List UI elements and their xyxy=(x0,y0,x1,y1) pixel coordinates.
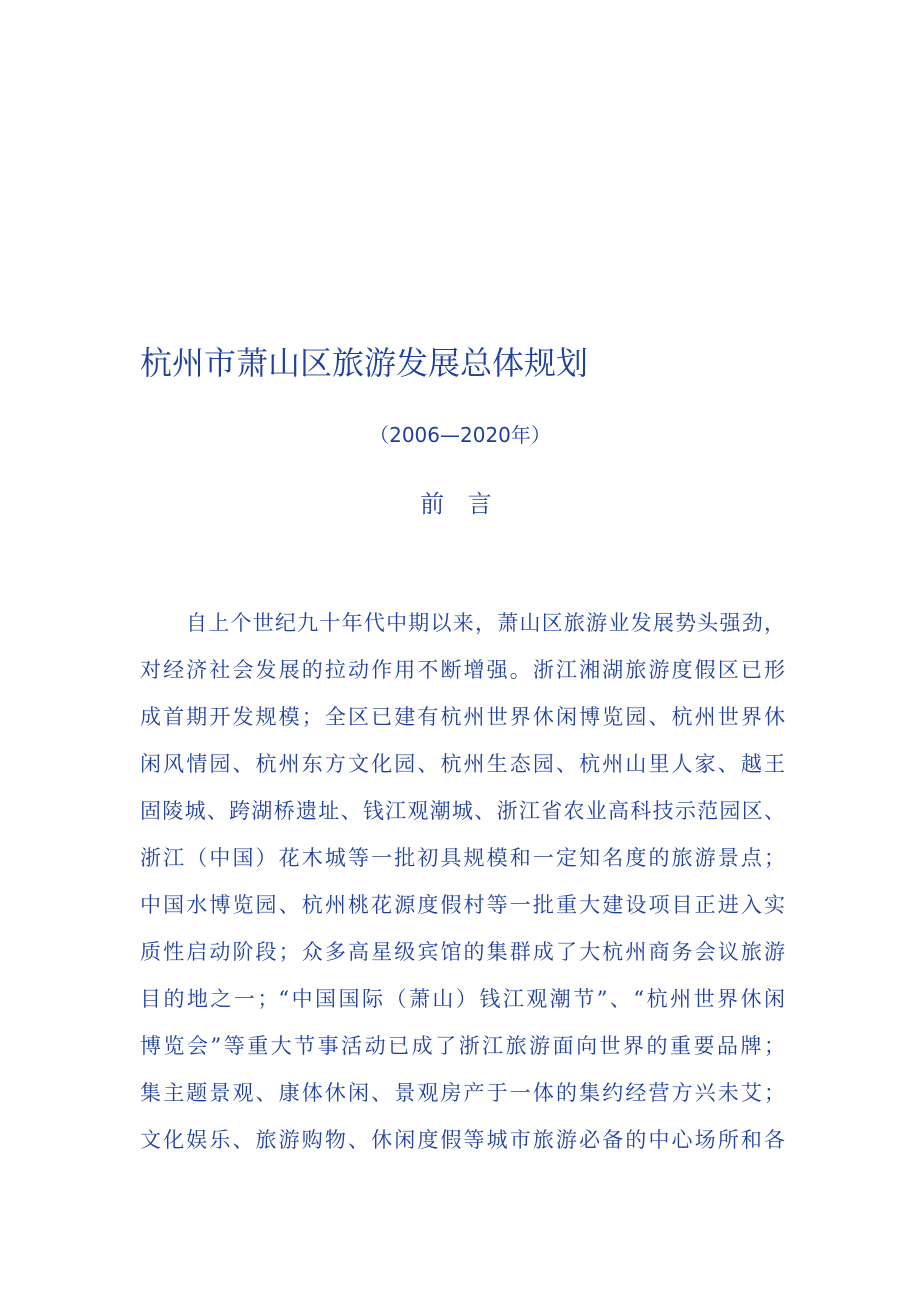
paragraph-line: 浙江（中国）花木城等一批初具规模和一定知名度的旅游景点； xyxy=(140,846,785,870)
paragraph-line: 目的地之一；“中国国际（萧山）钱江观潮节”、“杭州世界休闲 xyxy=(140,987,785,1011)
paragraph-line: 博览会”等重大节事活动已成了浙江旅游面向世界的重要品牌； xyxy=(140,1034,785,1058)
paragraph-line: 对经济社会发展的拉动作用不断增强。浙江湘湖旅游度假区已形 xyxy=(140,658,785,682)
paragraph-line: 中国水博览园、杭州桃花源度假村等一批重大建设项目正进入实 xyxy=(140,893,785,917)
section-heading: 前 言 xyxy=(420,490,500,518)
paragraph-line: 固陵城、跨湖桥遗址、钱江观潮城、浙江省农业高科技示范园区、 xyxy=(140,799,785,823)
paragraph-line: 集主题景观、康体休闲、景观房产于一体的集约经营方兴未艾； xyxy=(140,1081,785,1105)
paragraph-line: 质性启动阶段；众多高星级宾馆的集群成了大杭州商务会议旅游 xyxy=(140,940,785,964)
document-title: 杭州市萧山区旅游发展总体规划 xyxy=(140,344,589,382)
body-paragraph xyxy=(140,600,785,1164)
paragraph-line: 成首期开发规模；全区已建有杭州世界休闲博览园、杭州世界休 xyxy=(140,705,785,729)
paragraph-line: 文化娱乐、旅游购物、休闲度假等城市旅游必备的中心场所和各 xyxy=(140,1128,785,1152)
paragraph-line: 闲风情园、杭州东方文化园、杭州生态园、杭州山里人家、越王 xyxy=(140,752,785,776)
document-subtitle: （2006—2020年） xyxy=(369,423,551,447)
paragraph-line: 自上个世纪九十年代中期以来，萧山区旅游业发展势头强劲， xyxy=(186,611,785,635)
